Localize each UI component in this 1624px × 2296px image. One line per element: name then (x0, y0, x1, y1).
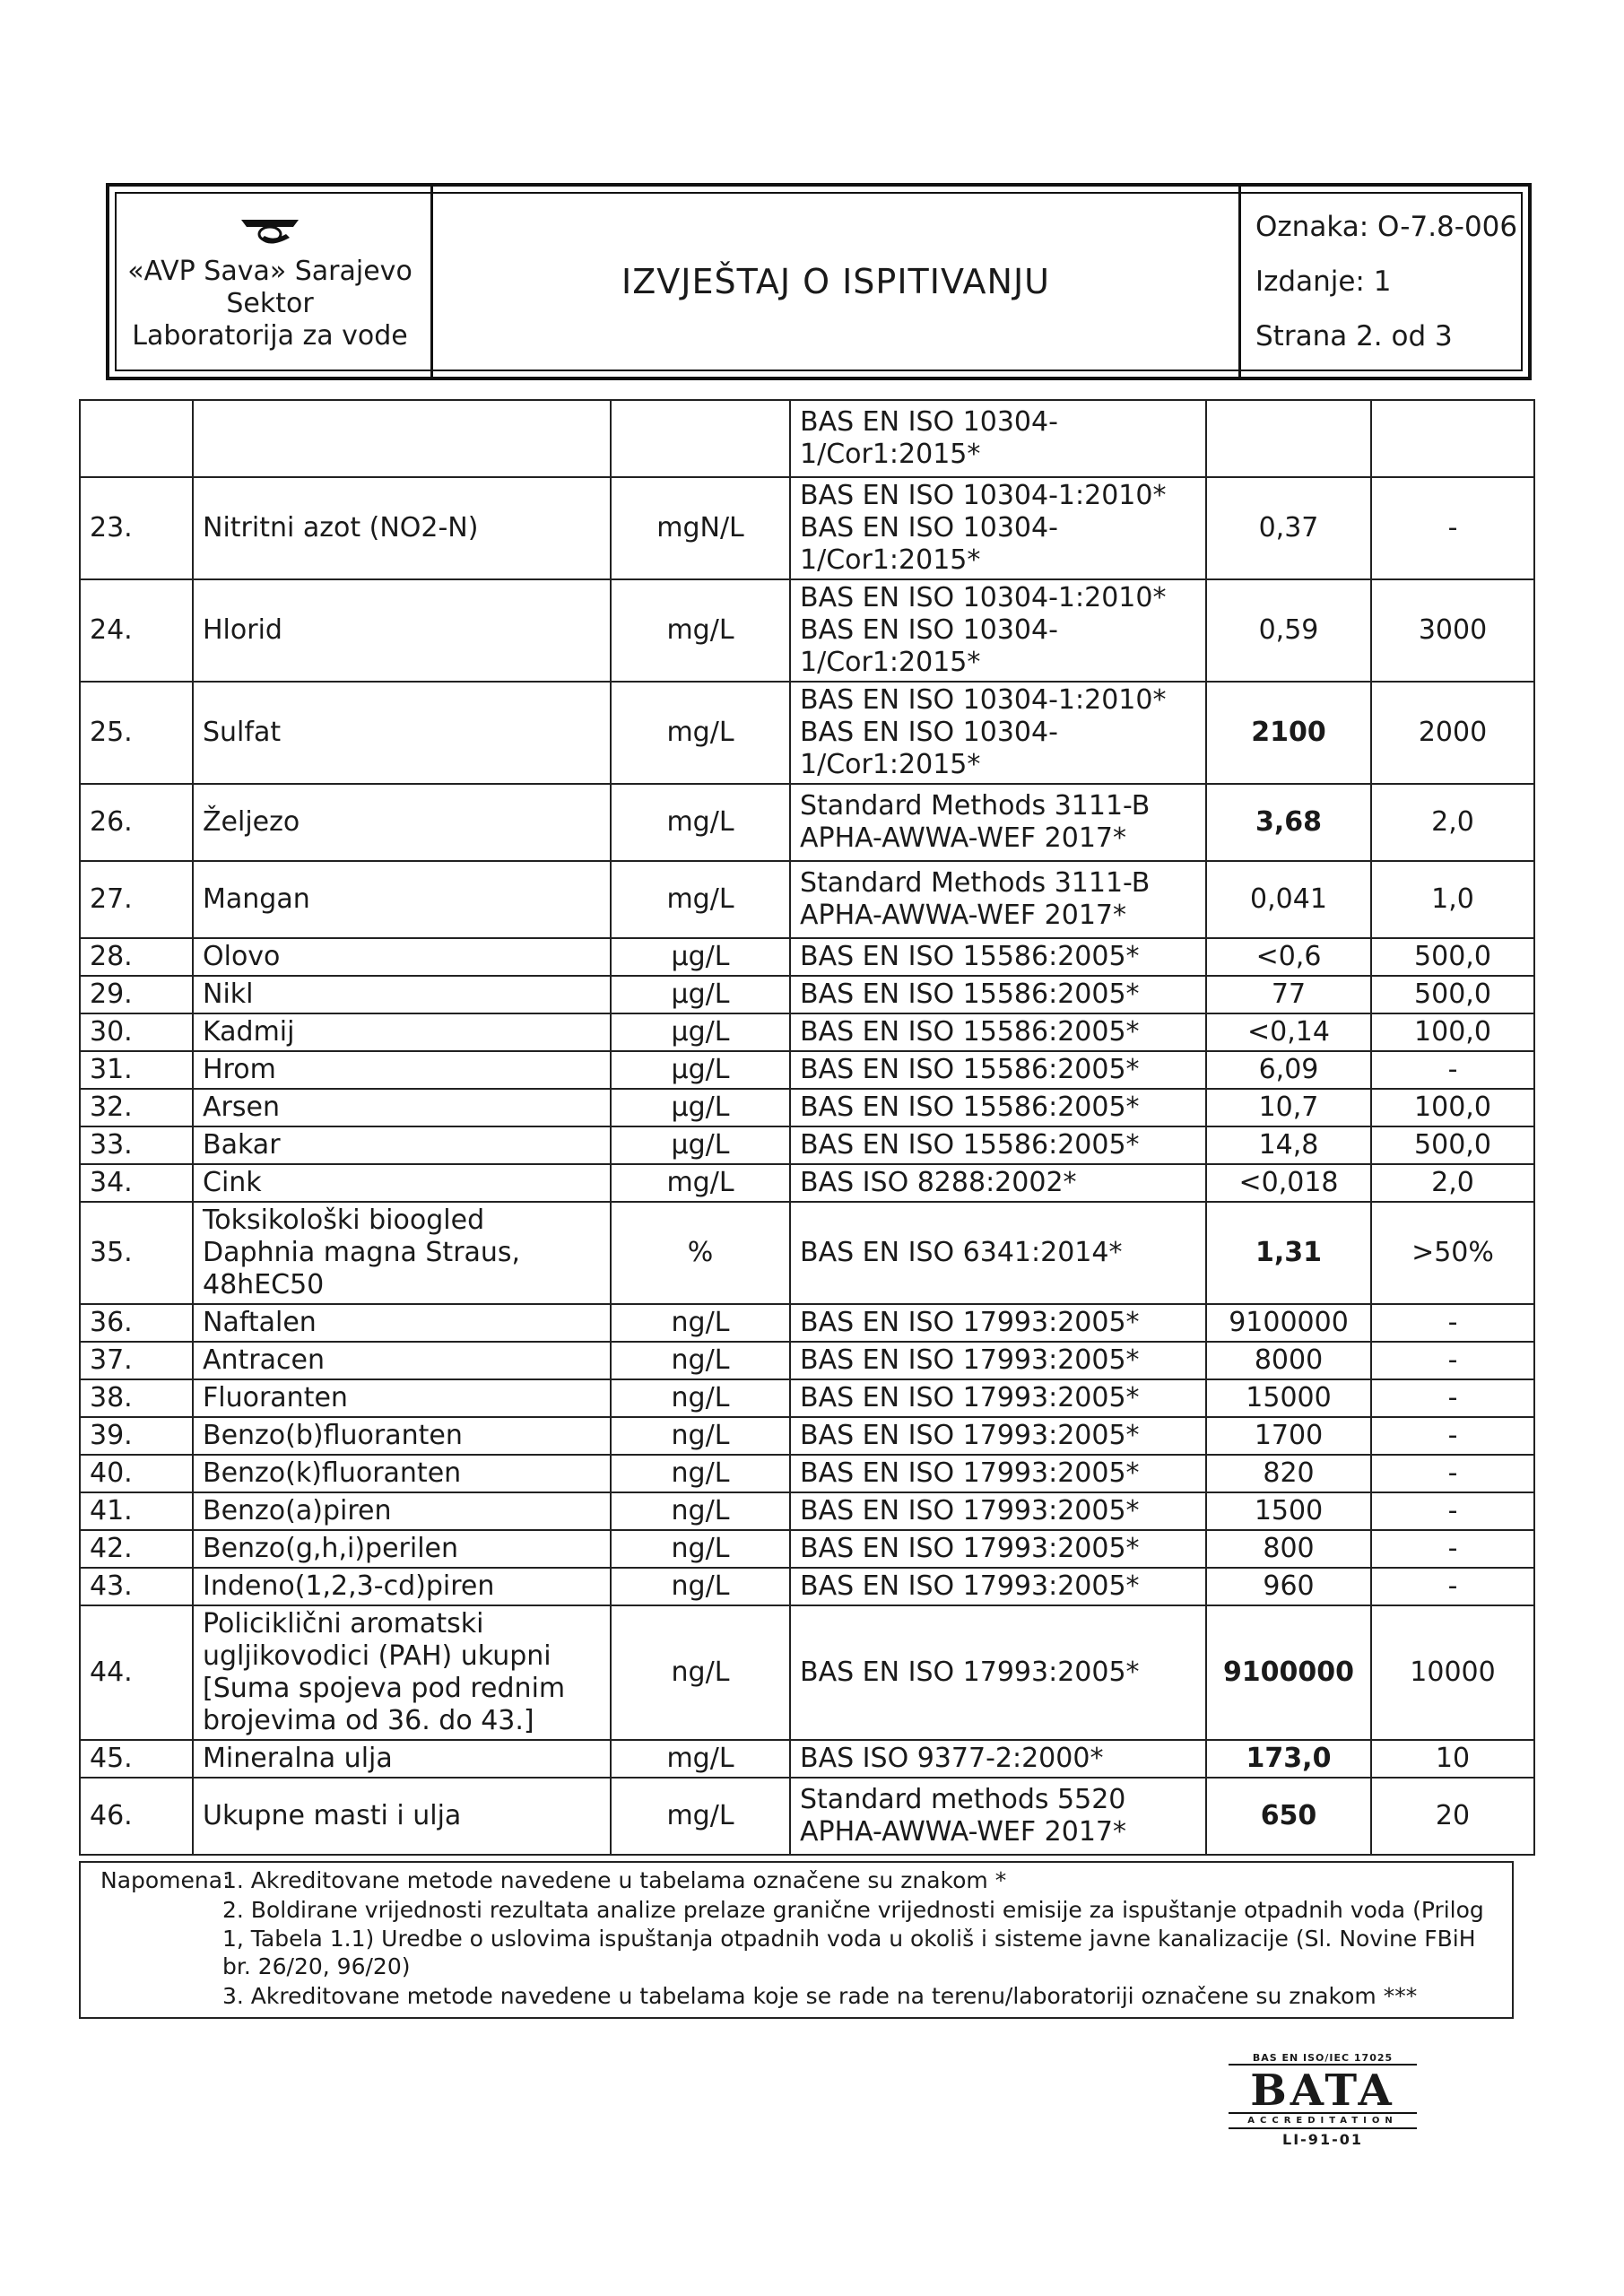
row-number: 41. (80, 1492, 193, 1530)
parameter-name: Nitritni azot (NO2-N) (193, 477, 611, 579)
table-row (80, 1492, 1534, 1530)
parameter-name: Kadmij (193, 1013, 611, 1051)
limit-value: >50% (1371, 1202, 1534, 1304)
limit-value: - (1371, 1051, 1534, 1089)
result-value: 6,09 (1206, 1051, 1371, 1089)
unit-cell: µg/L (611, 1089, 790, 1126)
method-cell: BAS EN ISO 17993:2005* (790, 1492, 1206, 1530)
result-value: <0,018 (1206, 1164, 1371, 1202)
result-value: 1,31 (1206, 1202, 1371, 1304)
unit-cell: ng/L (611, 1530, 790, 1568)
row-number: 40. (80, 1455, 193, 1492)
unit-cell: mg/L (611, 1740, 790, 1778)
row-number: 38. (80, 1379, 193, 1417)
parameter-name: Cink (193, 1164, 611, 1202)
table-row (80, 477, 1534, 579)
row-number: 42. (80, 1530, 193, 1568)
limit-value: - (1371, 1455, 1534, 1492)
report-header (106, 183, 1532, 380)
table-row (80, 784, 1534, 861)
org-name: «AVP Sava» Sarajevo (127, 256, 413, 287)
row-number: 45. (80, 1740, 193, 1778)
doc-edition: Izdanje: 1 (1255, 265, 1392, 298)
method-cell: BAS EN ISO 17993:2005* (790, 1304, 1206, 1342)
unit-cell: % (611, 1202, 790, 1304)
table-row (80, 1089, 1534, 1126)
row-number: 46. (80, 1778, 193, 1855)
row-number: 28. (80, 938, 193, 976)
parameter-name: Hrom (193, 1051, 611, 1089)
doc-code: Oznaka: O-7.8-006 (1255, 210, 1518, 243)
result-value: 2100 (1206, 682, 1371, 784)
method-cell: BAS EN ISO 10304-1:2010* BAS EN ISO 10304-1/Cor1:2015* (790, 579, 1206, 682)
method-cell: BAS EN ISO 17993:2005* (790, 1455, 1206, 1492)
doc-page: Strana 2. od 3 (1255, 320, 1453, 353)
notes-label: Napomena: (100, 1867, 230, 1893)
limit-value: 500,0 (1371, 938, 1534, 976)
accreditation-logo: BATA (1250, 2066, 1395, 2116)
row-number: 29. (80, 976, 193, 1013)
parameter-name: Hlorid (193, 579, 611, 682)
result-value: 800 (1206, 1530, 1371, 1568)
method-cell: BAS EN ISO 15586:2005* (790, 1126, 1206, 1164)
result-value: 10,7 (1206, 1089, 1371, 1126)
row-number: 33. (80, 1126, 193, 1164)
parameter-name: Benzo(a)piren (193, 1492, 611, 1530)
limit-value: 500,0 (1371, 1126, 1534, 1164)
limit-value: 100,0 (1371, 1013, 1534, 1051)
result-value: 14,8 (1206, 1126, 1371, 1164)
document-meta (1241, 187, 1528, 377)
parameter-name: Toksikološki bioogled Daphnia magna Straus, 48hEC50 (193, 1202, 611, 1304)
table-row (80, 1164, 1534, 1202)
unit-cell: µg/L (611, 1126, 790, 1164)
parameter-name: Olovo (193, 938, 611, 976)
method-cell: BAS EN ISO 15586:2005* (790, 976, 1206, 1013)
limit-value: - (1371, 1417, 1534, 1455)
method-cell: BAS EN ISO 17993:2005* (790, 1568, 1206, 1605)
limit-value: - (1371, 1379, 1534, 1417)
result-value: 820 (1206, 1455, 1371, 1492)
result-value: 173,0 (1206, 1740, 1371, 1778)
table-row (80, 579, 1534, 682)
parameter-name: Mangan (193, 861, 611, 938)
limit-value: 2000 (1371, 682, 1534, 784)
method-cell: BAS ISO 8288:2002* (790, 1164, 1206, 1202)
unit-cell: ng/L (611, 1379, 790, 1417)
parameter-name: Fluoranten (193, 1379, 611, 1417)
method-cell: BAS EN ISO 17993:2005* (790, 1530, 1206, 1568)
row-number: 32. (80, 1089, 193, 1126)
unit-cell: mgN/L (611, 477, 790, 579)
unit-cell: mg/L (611, 579, 790, 682)
method-cell: BAS EN ISO 15586:2005* (790, 938, 1206, 976)
method-cell: BAS EN ISO 17993:2005* (790, 1379, 1206, 1417)
note-item: 3. Akreditovane metode navedene u tabelama koje se rade na terenu/laboratoriji označene su znakom *** (222, 1983, 1418, 2009)
table-row (80, 1013, 1534, 1051)
table-row-continuation (80, 400, 1534, 477)
parameter-name: Arsen (193, 1089, 611, 1126)
org-sector: Sektor (226, 288, 314, 319)
parameter-name: Naftalen (193, 1304, 611, 1342)
limit-value: - (1371, 1304, 1534, 1342)
row-number: 34. (80, 1164, 193, 1202)
parameter-name: Mineralna ulja (193, 1740, 611, 1778)
table-row (80, 938, 1534, 976)
unit-cell: mg/L (611, 861, 790, 938)
parameter-name: Indeno(1,2,3-cd)piren (193, 1568, 611, 1605)
limit-value: 10 (1371, 1740, 1534, 1778)
method-cell: BAS EN ISO 6341:2014* (790, 1202, 1206, 1304)
row-number: 23. (80, 477, 193, 579)
organization-cell (109, 187, 433, 377)
unit-cell: ng/L (611, 1568, 790, 1605)
limit-value: - (1371, 1492, 1534, 1530)
parameter-name: Benzo(g,h,i)perilen (193, 1530, 611, 1568)
limit-value: 10000 (1371, 1605, 1534, 1740)
result-value: 9100000 (1206, 1304, 1371, 1342)
table-row (80, 1342, 1534, 1379)
table-row (80, 1051, 1534, 1089)
method-cell: BAS EN ISO 10304-1:2010* BAS EN ISO 10304-1/Cor1:2015* (790, 682, 1206, 784)
method-cell: BAS ISO 9377-2:2000* (790, 1740, 1206, 1778)
row-number: 31. (80, 1051, 193, 1089)
row-number: 30. (80, 1013, 193, 1051)
row-number: 39. (80, 1417, 193, 1455)
method-cell: BAS EN ISO 15586:2005* (790, 1089, 1206, 1126)
table-row (80, 1379, 1534, 1417)
result-value: 9100000 (1206, 1605, 1371, 1740)
table-row (80, 1304, 1534, 1342)
accreditation-subtitle: ACCREDITATION (1229, 2112, 1417, 2129)
unit-cell: ng/L (611, 1605, 790, 1740)
limit-value: 2,0 (1371, 784, 1534, 861)
table-row (80, 976, 1534, 1013)
limit-value: 20 (1371, 1778, 1534, 1855)
table-row (80, 1740, 1534, 1778)
unit-cell: ng/L (611, 1342, 790, 1379)
note-item: 2. Boldirane vrijednosti rezultata analize prelaze granične vrijednosti emisije za ispuštanje otpadnih voda (Prilog 1, Tabela 1.1) Uredbe o uslovima ispuštanja otpadnih voda u okoliš i sisteme javne kanalizacije (Sl. Novine FBiH br. 26/20, 96/20) (222, 1897, 1484, 1979)
unit-cell: mg/L (611, 1778, 790, 1855)
table-row (80, 1417, 1534, 1455)
method-cell: Standard Methods 3111-B APHA-AWWA-WEF 2017* (790, 861, 1206, 938)
result-value: 1500 (1206, 1492, 1371, 1530)
method-cell: BAS EN ISO 15586:2005* (790, 1013, 1206, 1051)
result-value: 8000 (1206, 1342, 1371, 1379)
method-cell: BAS EN ISO 15586:2005* (790, 1051, 1206, 1089)
note-item: 1. Akreditovane metode navedene u tabelama označene su znakom * (222, 1867, 1007, 1893)
result-value: 0,041 (1206, 861, 1371, 938)
report-title: IZVJEŠTAJ O ISPITIVANJU (433, 187, 1241, 377)
row-number: 27. (80, 861, 193, 938)
method-cell: BAS EN ISO 10304-1/Cor1:2015* (790, 400, 1206, 477)
table-row (80, 1455, 1534, 1492)
limit-value: 500,0 (1371, 976, 1534, 1013)
table-row (80, 1778, 1534, 1855)
method-cell: BAS EN ISO 17993:2005* (790, 1342, 1206, 1379)
table-row (80, 682, 1534, 784)
limit-value: 1,0 (1371, 861, 1534, 938)
parameter-name: Ukupne masti i ulja (193, 1778, 611, 1855)
accreditation-id: LI-91-01 (1282, 2131, 1363, 2148)
result-value: 0,37 (1206, 477, 1371, 579)
row-number: 37. (80, 1342, 193, 1379)
limit-value: - (1371, 477, 1534, 579)
table-row (80, 1605, 1534, 1740)
unit-cell: mg/L (611, 784, 790, 861)
table-row (80, 861, 1534, 938)
organization-logo-icon (234, 211, 306, 250)
table-row (80, 1530, 1534, 1568)
result-value: 650 (1206, 1778, 1371, 1855)
result-value: 15000 (1206, 1379, 1371, 1417)
parameter-name: Nikl (193, 976, 611, 1013)
method-cell: Standard Methods 3111-B APHA-AWWA-WEF 2017* (790, 784, 1206, 861)
results-table (79, 399, 1535, 1856)
parameter-name: Benzo(k)fluoranten (193, 1455, 611, 1492)
limit-value: - (1371, 1530, 1534, 1568)
result-value: 0,59 (1206, 579, 1371, 682)
method-cell: BAS EN ISO 10304-1:2010* BAS EN ISO 10304-1/Cor1:2015* (790, 477, 1206, 579)
row-number: 44. (80, 1605, 193, 1740)
unit-cell: µg/L (611, 976, 790, 1013)
accreditation-mark (1229, 2052, 1417, 2148)
parameter-name: Policiklični aromatski ugljikovodici (PAH) ukupni [Suma spojeva pod rednim brojevima od 36. do 43.] (193, 1605, 611, 1740)
limit-value: 100,0 (1371, 1089, 1534, 1126)
row-number: 25. (80, 682, 193, 784)
result-value: 3,68 (1206, 784, 1371, 861)
row-number: 24. (80, 579, 193, 682)
unit-cell: µg/L (611, 1013, 790, 1051)
limit-value: - (1371, 1568, 1534, 1605)
table-row (80, 1568, 1534, 1605)
org-lab: Laboratorija za vode (132, 320, 408, 352)
unit-cell: ng/L (611, 1304, 790, 1342)
parameter-name: Benzo(b)fluoranten (193, 1417, 611, 1455)
unit-cell: ng/L (611, 1492, 790, 1530)
accreditation-standard: BAS EN ISO/IEC 17025 (1229, 2052, 1417, 2066)
method-cell: Standard methods 5520 APHA-AWWA-WEF 2017* (790, 1778, 1206, 1855)
parameter-name: Bakar (193, 1126, 611, 1164)
row-number: 36. (80, 1304, 193, 1342)
unit-cell: mg/L (611, 682, 790, 784)
result-value: <0,6 (1206, 938, 1371, 976)
result-value: 1700 (1206, 1417, 1371, 1455)
row-number: 26. (80, 784, 193, 861)
parameter-name: Željezo (193, 784, 611, 861)
limit-value: 3000 (1371, 579, 1534, 682)
parameter-name: Antracen (193, 1342, 611, 1379)
row-number: 35. (80, 1202, 193, 1304)
limit-value: - (1371, 1342, 1534, 1379)
notes-box (79, 1861, 1514, 2019)
limit-value: 2,0 (1371, 1164, 1534, 1202)
unit-cell: µg/L (611, 938, 790, 976)
parameter-name: Sulfat (193, 682, 611, 784)
result-value: <0,14 (1206, 1013, 1371, 1051)
unit-cell: ng/L (611, 1455, 790, 1492)
method-cell: BAS EN ISO 17993:2005* (790, 1605, 1206, 1740)
unit-cell: µg/L (611, 1051, 790, 1089)
table-row (80, 1202, 1534, 1304)
row-number: 43. (80, 1568, 193, 1605)
table-row (80, 1126, 1534, 1164)
unit-cell: mg/L (611, 1164, 790, 1202)
unit-cell: ng/L (611, 1417, 790, 1455)
result-value: 960 (1206, 1568, 1371, 1605)
method-cell: BAS EN ISO 17993:2005* (790, 1417, 1206, 1455)
result-value: 77 (1206, 976, 1371, 1013)
